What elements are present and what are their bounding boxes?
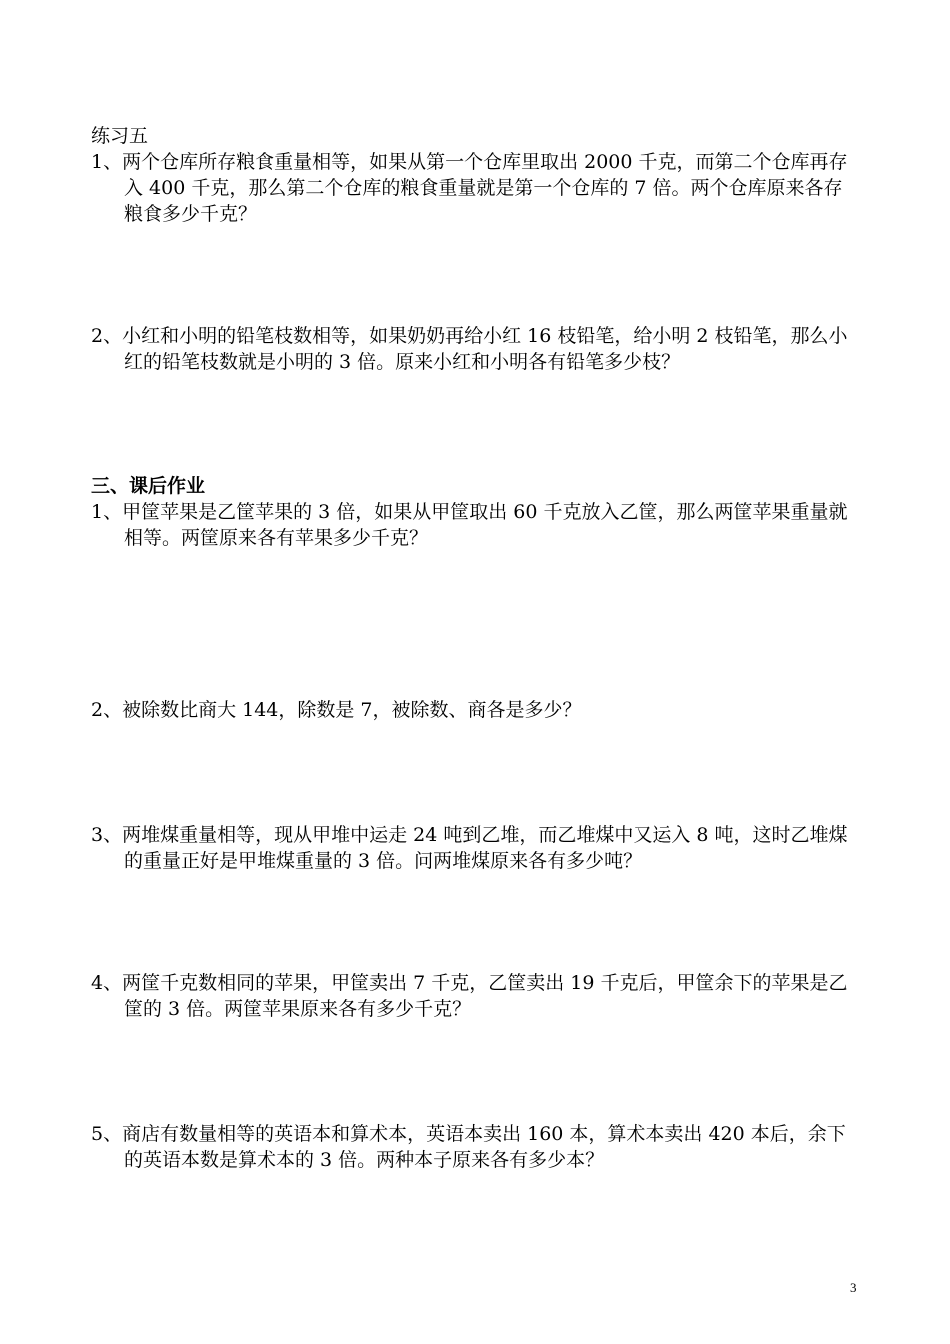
homework-problem-4: 4、两筐千克数相同的苹果，甲筐卖出 7 千克，乙筐卖出 19 千克后，甲筐余下的苹果是乙筐的 3 倍。两筐苹果原来各有多少千克？ [91, 972, 848, 1020]
exercise-problem-1: 1、两个仓库所存粮食重量相等，如果从第一个仓库里取出 2000 千克，而第二个仓库再存入 400 千克，那么第二个仓库的粮食重量就是第一个仓库的 7 倍。两个仓库原来各存粮食多少千克？ [91, 151, 848, 225]
exercise-section [91, 123, 861, 227]
homework-problem-5-block [91, 1121, 861, 1173]
homework-problem-5: 5、商店有数量相等的英语本和算术本，英语本卖出 160 本，算术本卖出 420 本后，余下的英语本数是算术本的 3 倍。两种本子原来各有多少本？ [91, 1123, 846, 1171]
page-number: 3 [850, 1280, 857, 1295]
homework-problem-4-block [91, 970, 861, 1022]
exercise-problem-2: 2、小红和小明的铅笔枝数相等，如果奶奶再给小红 16 枝铅笔，给小明 2 枝铅笔，那么小红的铅笔枝数就是小明的 3 倍。原来小红和小明各有铅笔多少枝？ [91, 325, 848, 373]
homework-problem-3-block [91, 822, 861, 874]
homework-section [91, 473, 861, 551]
exercise-problem-2-block [91, 323, 861, 375]
homework-problem-2-block [91, 697, 861, 723]
exercise-title: 练习五 [91, 125, 149, 147]
homework-problem-1: 1、甲筐苹果是乙筐苹果的 3 倍，如果从甲筐取出 60 千克放入乙筐，那么两筐苹果重量就相等。两筐原来各有苹果多少千克？ [91, 501, 848, 549]
homework-problem-2: 2、被除数比商大 144，除数是 7，被除数、商各是多少？ [91, 699, 582, 721]
homework-title: 三、课后作业 [91, 475, 206, 497]
homework-problem-3: 3、两堆煤重量相等，现从甲堆中运走 24 吨到乙堆，而乙堆煤中又运入 8 吨，这时乙堆煤的重量正好是甲堆煤重量的 3 倍。问两堆煤原来各有多少吨？ [91, 824, 848, 872]
